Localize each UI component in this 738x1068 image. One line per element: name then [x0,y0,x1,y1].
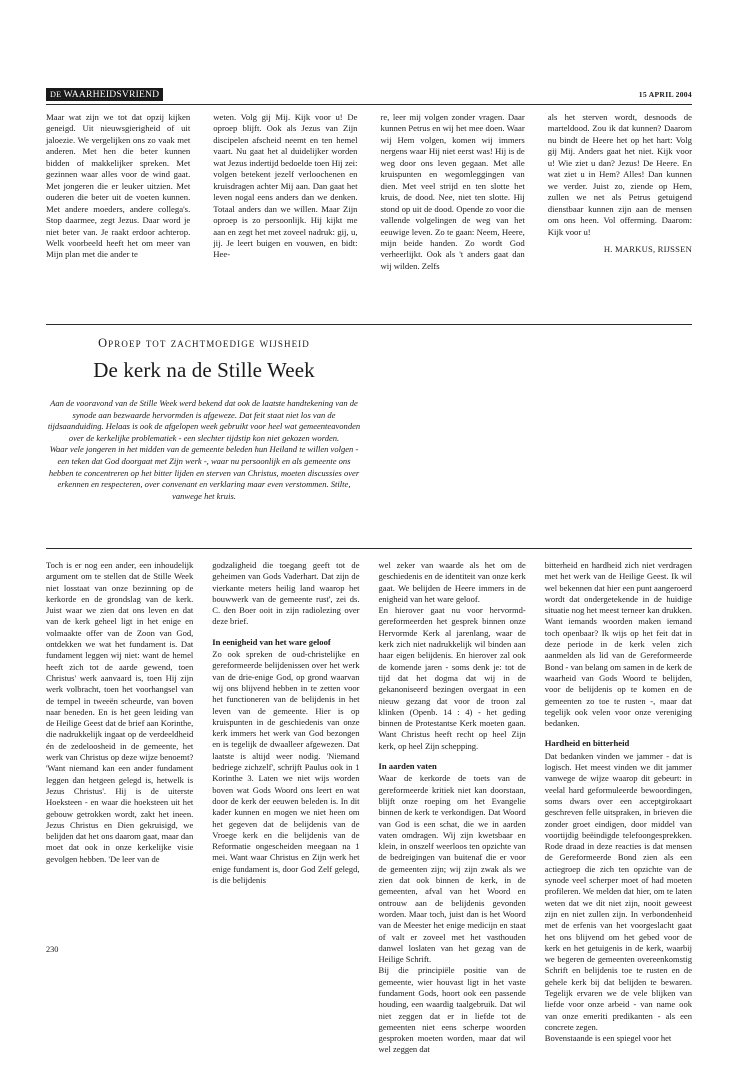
article-kicker: Oproep tot zachtmoedige wijsheid [98,336,310,350]
article-headline: De kerk na de Stille Week [93,358,315,382]
body-column-3 [379,560,526,1056]
article-header [46,336,362,383]
running-head [46,88,692,102]
rule-top [46,104,692,105]
paragraph: Toch is er nog een ander, een inhoudelijk argument om te stellen dat de Stille Week niet losstaat van onze bezinning op de kerkorde en de grondslag van de kerk. Juist waar we zien dat ons leven en dat van de kerk geheel ligt in het enige en volmaakte offer van de Zoon van God, ontdekken we wat het fundament is. Dat fundament leggen wij niet: want de hemel heeft zich tot de aarde gewend, toen Christus' werk aanvaard is, toen Hij zijn werk volbracht, toen het voorhangsel van de tempel in tweeën scheurde, van boven naar beneden. En is het geen leiding van de Heilige Geest dat de brief aan Korinthe, die nadrukkelijk ingaat op de verdeeldheid én de zedeloosheid in de gemeente, het werk van Christus op deze wijze benoemt? 'Want niemand kan een ander fundament leggen dan hetgeen gelegd is, hetwelk is Jezus Christus'. Hij is de uiterste Hoeksteen - en waar die hoeksteen uit het gebouw getrokken wordt, zakt het ineen. Jezus Christus en Dien gekruisigd, we belijden dat het ons daarom gaat, maar dan moet dat ook in onze kerkelijke visie gevolgen hebben. 'De leer van de [46,560,194,864]
publication-prefix: DE [50,90,62,99]
publication-name: WAARHEIDSVRIEND [63,89,160,100]
page-number: 230 [46,945,59,954]
carryover-column-1 [46,112,190,314]
body-column-4 [545,560,692,1056]
body-column-1 [46,560,193,1056]
standfirst-paragraph-2: Waar vele jongeren in het midden van de gemeente beleden hun Heiland te willen volgen - een teken dat God doorgaat met Zijn werk -, waar nu persoonlijk en als gemeente ons hebben te concentreren op het bitter lijden en sterven van Christus, moeten discussies over erkennen en respecteren, over convenant en verklaring maar even verstommen. Stilte, vanwege het kruis. [48,444,360,501]
paragraph: Bovenstaande is een spiegel voor het [544,1033,672,1044]
paragraph: Maar wat zijn we tot dat opzij kijken geneigd. Uit nieuwsgierigheid of uit jaloezie. We vergelijken ons zo vaak met anderen. Met hen die beter kunnen bidden of makkelijker spreken. Met gezinnen waar alles voor de wind gaat. Met jongeren die er leuker uitzien. Met ouderen die beter uit de voeten kunnen. Met andere moeders, andere collega's. Stop daarmee, zegt Jezus. Daar word je niet beter van. Je raakt erdoor achterop. Welk voorbeeld heeft het om meer van Mijn plan met die ander te [46,112,191,260]
paragraph: als het sterven wordt, desnoods de marteldood. Zou ik dat kunnen? Daarom nu bindt de Heere het op het hart: Volg gij Mij. Anders gaat het niet. Kijk voor u! Wie ziet u dan? Jezus! De Heere. En wat ziet u in Hem? Alles! Dan kunnen we verder. Juist zo, ziende op Hem, zullen we net als Petrus getuigend dienstbaar kunnen zijn aan de mensen om ons heen. Vol offerming. Daarom: Kijk voor u! [547,112,692,237]
author-signature: H. MARKUS, RIJSSEN [603,243,692,254]
paragraph: godzaligheid die toegang geeft tot de geheimen van Gods Vaderhart. Dat zijn de vierkante meters heilig land waarop het bouwwerk van de gemeente rust', zei ds. C. den Boer ooit in zijn radiolezing over deze brief. [212,560,360,627]
standfirst-paragraph-1: Aan de vooravond van de Stille Week werd bekend dat ook de laatste handtekening van de synode aan bezwaarde hervormden is afgeweze. Dat feit staat niet los van de tijdsaanduiding. Helaas is ook de afgelopen week gebruikt voor heel wat gemeenteavonden over de kerkelijke problematiek - een slechter tijdstip kon niet gekozen worden. [47,398,361,443]
rule-bottom [46,548,692,549]
article-body [46,560,692,1056]
paragraph: Zo ook spreken de oud-christelijke en gereformeerde belijdenissen over het werk van de drie-enige God, op grond waarvan wij ons blijvend hebben in te zetten voor het functioneren van de belijdenis in het leven van de gemeente. Hier is op kruispunten in de geschiedenis van onze kerk immers het werk van God bezongen en is tegelijk de dwaalleer afgewezen. Dat laatste is altijd weer nodig. 'Niemand bedriege zichzelf', schrijft Paulus ook in 1 Korinthe 3. Laten we niet wijs worden boven wat Gods Woord ons leert en wat door de kerk der eeuwen beleden is. In dit kader kunnen en mogen we niet heen om het gegeven dat de belijdenis van de Vroege kerk en die belijdenis van de Reformatie ongescheiden meegaan na 1 mei. Want waar Christus en Zijn werk het enige fundament is, door God Zelf gelegd, is die belijdenis [212,649,360,886]
paragraph: bitterheid en hardheid zich niet verdragen met het werk van de Heilige Geest. Ik wil wel bekennen dat hier een punt aangeroerd wordt dat ondergetekende in de huidige situatie nog het meest terneer kan drukken. Want iemands woorden maken iemand toch openbaar? Ik wijs op het feit dat in deze periode in de kerk velen zich aanmelden als lid van de Gereformeerde Bond - van belang om samen in de kerk de waarheid van Gods Woord te belijden, voor de belijdenis op te komen en de gemeenten zo toe te rusten -, maar dat tegelijk ook velen voor onze vereniging bedanken. [544,560,692,729]
paragraph: En hierover gaat nu voor hervormd-gereformeerden het gesprek binnen onze Hervormde Kerk al jarenlang, waar de kerk zich niet nadrukkelijk wil binden aan haar eigen belijdenis. En hierover zal ook de komende jaren - soms denk je: tot de tijd dat het dogma dat wij in de gekanoniseerd bezingen overgaat in een nieuw gezang dat voor de troon zal klinken (Openb. 14 : 4) - het geding binnen de Protestantse Kerk moeten gaan. Want Christus heeft recht op heel Zijn kerk, op heel Zijn schepping. [378,605,526,751]
carryover-column-2 [213,112,357,314]
paragraph: weten. Volg gij Mij. Kijk voor u! De oproep blijft. Ook als Jezus van Zijn discipelen afscheid neemt en ten hemel vaart. Nu gaat het al duidelijker worden wat Jezus indertijd bedoelde toen Hij zei: volgen betekent jezelf verloochenen en kruisdragen achter Mij aan. Dan gaat het leven nogal eens anders dan we denken. Totaal anders dan we willen. Maar Zijn oproep is zo persoonlijk. Hij kijkt me aan en zegt het met zoveel nadruk: gij, u, jij. Je leert buigen en vouwen, en bidt: Hee- [213,112,358,260]
carryover-column-4 [548,112,692,314]
carryover-article [46,112,692,314]
publication-title [46,88,163,101]
paragraph: Dat bedanken vinden we jammer - dat is logisch. Het meest vinden we dit jammer vanwege de wijze waarop dit gebeurt: in veelal hard geformuleerde bewoordingen, soms dwars over een acceptgirokaart geschreven felle uitspraken, in brieven die zonder groet eindigen, door middel van voortijdig beëindigde telefoongesprekken. Rode draad in deze reacties is dat mensen de Gereformeerde Bond zien als een actiegroep die zich ten opzichte van de synode veel scherper moet of had moeten profileren. We melden dat hier, om te laten weten dat we dit niet zijn, nooit geweest zijn en niet zullen zijn. In verbondenheid met de erfenis van het voorgeslacht gaat het ons blijvend om het gebed voor de kerk en het getuigenis in de kerk, waarbij we begeren de gemeenten overeenkomstig Schrift en belijdenis toe te rusten en de gehele kerk bij dat belijden te bewaren. Tegelijk ervaren we de vele blijken van liefde voor onze arbeid - van name ook van onze emeriti predikanten - als een concrete zegen. [544,750,692,1032]
paragraph: Bij die principiële positie van de gemeente, wier houvast ligt in het vaste fundament Gods, hoort ook een passende houding, een waardig taalgebruik. Dat wil niet zeggen dat er in liefde tot de gemeenten niet eens scherpe woorden gesproken moeten worden, maar dat wil wel zeggen dat [378,965,526,1055]
subheading: Hardheid en bitterheid [544,738,630,749]
body-column-2 [212,560,359,1056]
paragraph: Waar de kerkorde de toets van de gereformeerde kritiek niet kan doorstaan, blijft onze roeping om het Evangelie binnen de kerk te verkondigen. Dat Woord van God is een schat, die we in aarden vaten omdragen. Wij zijn kwetsbaar en klein, in onszelf weerloos ten opzichte van de bedreigingen van buitenaf die er voor de gemeenten zijn; wij zijn zwak als we zien dat ook binnen de kerk, in de gemeenten, afval van het Woord en ontrouw aan de belijdenis gevonden worden. Maar toch, juist dan is het Woord van de Meester het enige medicijn en staat of valt er zoveel met het vasthouden danwel loslaten van het gezag van de Heilige Schrift. [378,773,526,965]
subheading: In aarden vaten [378,761,437,772]
subheading: In eenigheid van het ware geloof [212,636,331,647]
issue-date: 15 APRIL 2004 [638,90,692,99]
carryover-column-3 [381,112,525,314]
paragraph: wel zeker van waarde als het om de geschiedenis en de identiteit van onze kerk gaat. We belijden de Heere immers in de enigheid van het ware geloof. [378,560,526,604]
rule-middle [46,324,692,325]
article-standfirst [46,398,362,502]
paragraph: re, leer mij volgen zonder vragen. Daar kunnen Petrus en wij het mee doen. Waar wij Hem volgen, komen wij immers nergens waar Hij niet eerst was! Hij is de weg door ons leven gegaan. Met alle kruispunten en wegomleggingen van dien. Met veel strijd en ten slotte het kruis, de dood. Nee, niet ten slotte. Hij stond op uit de dood. Opende zo voor die vallende volgelingen de weg van het eeuwige leven. Zo te gaan: Neem, Heere, mijn beide handen. Zo wordt God verheerlijkt. Ook als 't anders gaat dan wij wilden. Zelfs [380,112,525,271]
